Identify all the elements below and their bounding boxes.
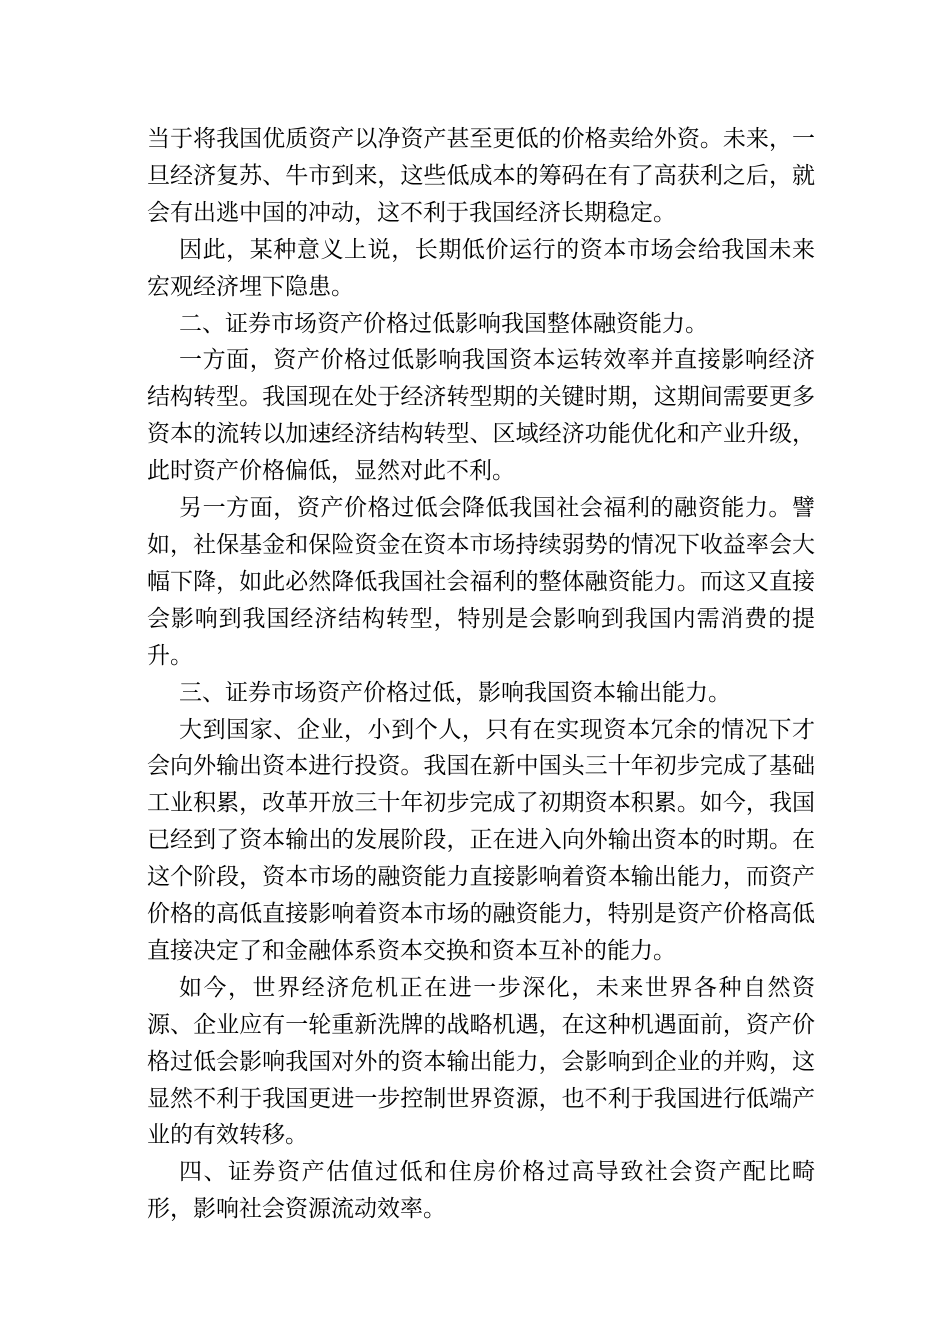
paragraph-one-side: 一方面，资产价格过低影响我国资本运转效率并直接影响经济结构转型。我国现在处于经济转型期的关键时期，这期间需要更多资本的流转以加速经济结构转型、区域经济功能优化和产业升级，此时资产价格偏低，显然对此不利。 bbox=[147, 347, 815, 485]
paragraph-capital-export: 大到国家、企业，小到个人，只有在实现资本冗余的情况下才会向外输出资本进行投资。我国在新中国头三十年初步完成了基础工业积累，改革开放三十年初步完成了初期资本积累。如今，我国已经到了资本输出的发展阶段，正在进入向外输出资本的时期。在这个阶段，资本市场的融资能力直接影响着资本输出能力，而资产价格的高低直接影响着资本市场的融资能力，特别是资产价格高低直接决定了和金融体系资本交换和资本互补的能力。 bbox=[147, 716, 815, 964]
document-body bbox=[147, 121, 815, 1228]
section-heading-4: 四、证券资产估值过低和住房价格过高导致社会资产配比畸形，影响社会资源流动效率。 bbox=[147, 1159, 815, 1223]
paragraph-continuation: 当于将我国优质资产以净资产甚至更低的价格卖给外资。未来，一旦经济复苏、牛市到来，这些低成本的筹码在有了高获利之后，就会有出逃中国的冲动，这不利于我国经济长期稳定。 bbox=[147, 126, 815, 226]
paragraph-world-crisis: 如今，世界经济危机正在进一步深化，未来世界各种自然资源、企业应有一轮重新洗牌的战略机遇，在这种机遇面前，资产价格过低会影响我国对外的资本输出能力，会影响到企业的并购，这显然不利于我国更进一步控制世界资源，也不利于我国进行低端产业的有效转移。 bbox=[147, 974, 815, 1149]
paragraph-conclusion: 因此，某种意义上说，长期低价运行的资本市场会给我国未来宏观经济埋下隐患。 bbox=[147, 236, 815, 300]
paragraph-other-side: 另一方面，资产价格过低会降低我国社会福利的融资能力。譬如，社保基金和保险资金在资本市场持续弱势的情况下收益率会大幅下降，如此必然降低我国社会福利的整体融资能力。而这又直接会影响到我国经济结构转型，特别是会影响到我国内需消费的提升。 bbox=[147, 495, 815, 669]
section-heading-3: 三、证券市场资产价格过低，影响我国资本输出能力。 bbox=[179, 679, 731, 706]
section-heading-2: 二、证券市场资产价格过低影响我国整体融资能力。 bbox=[179, 310, 708, 337]
